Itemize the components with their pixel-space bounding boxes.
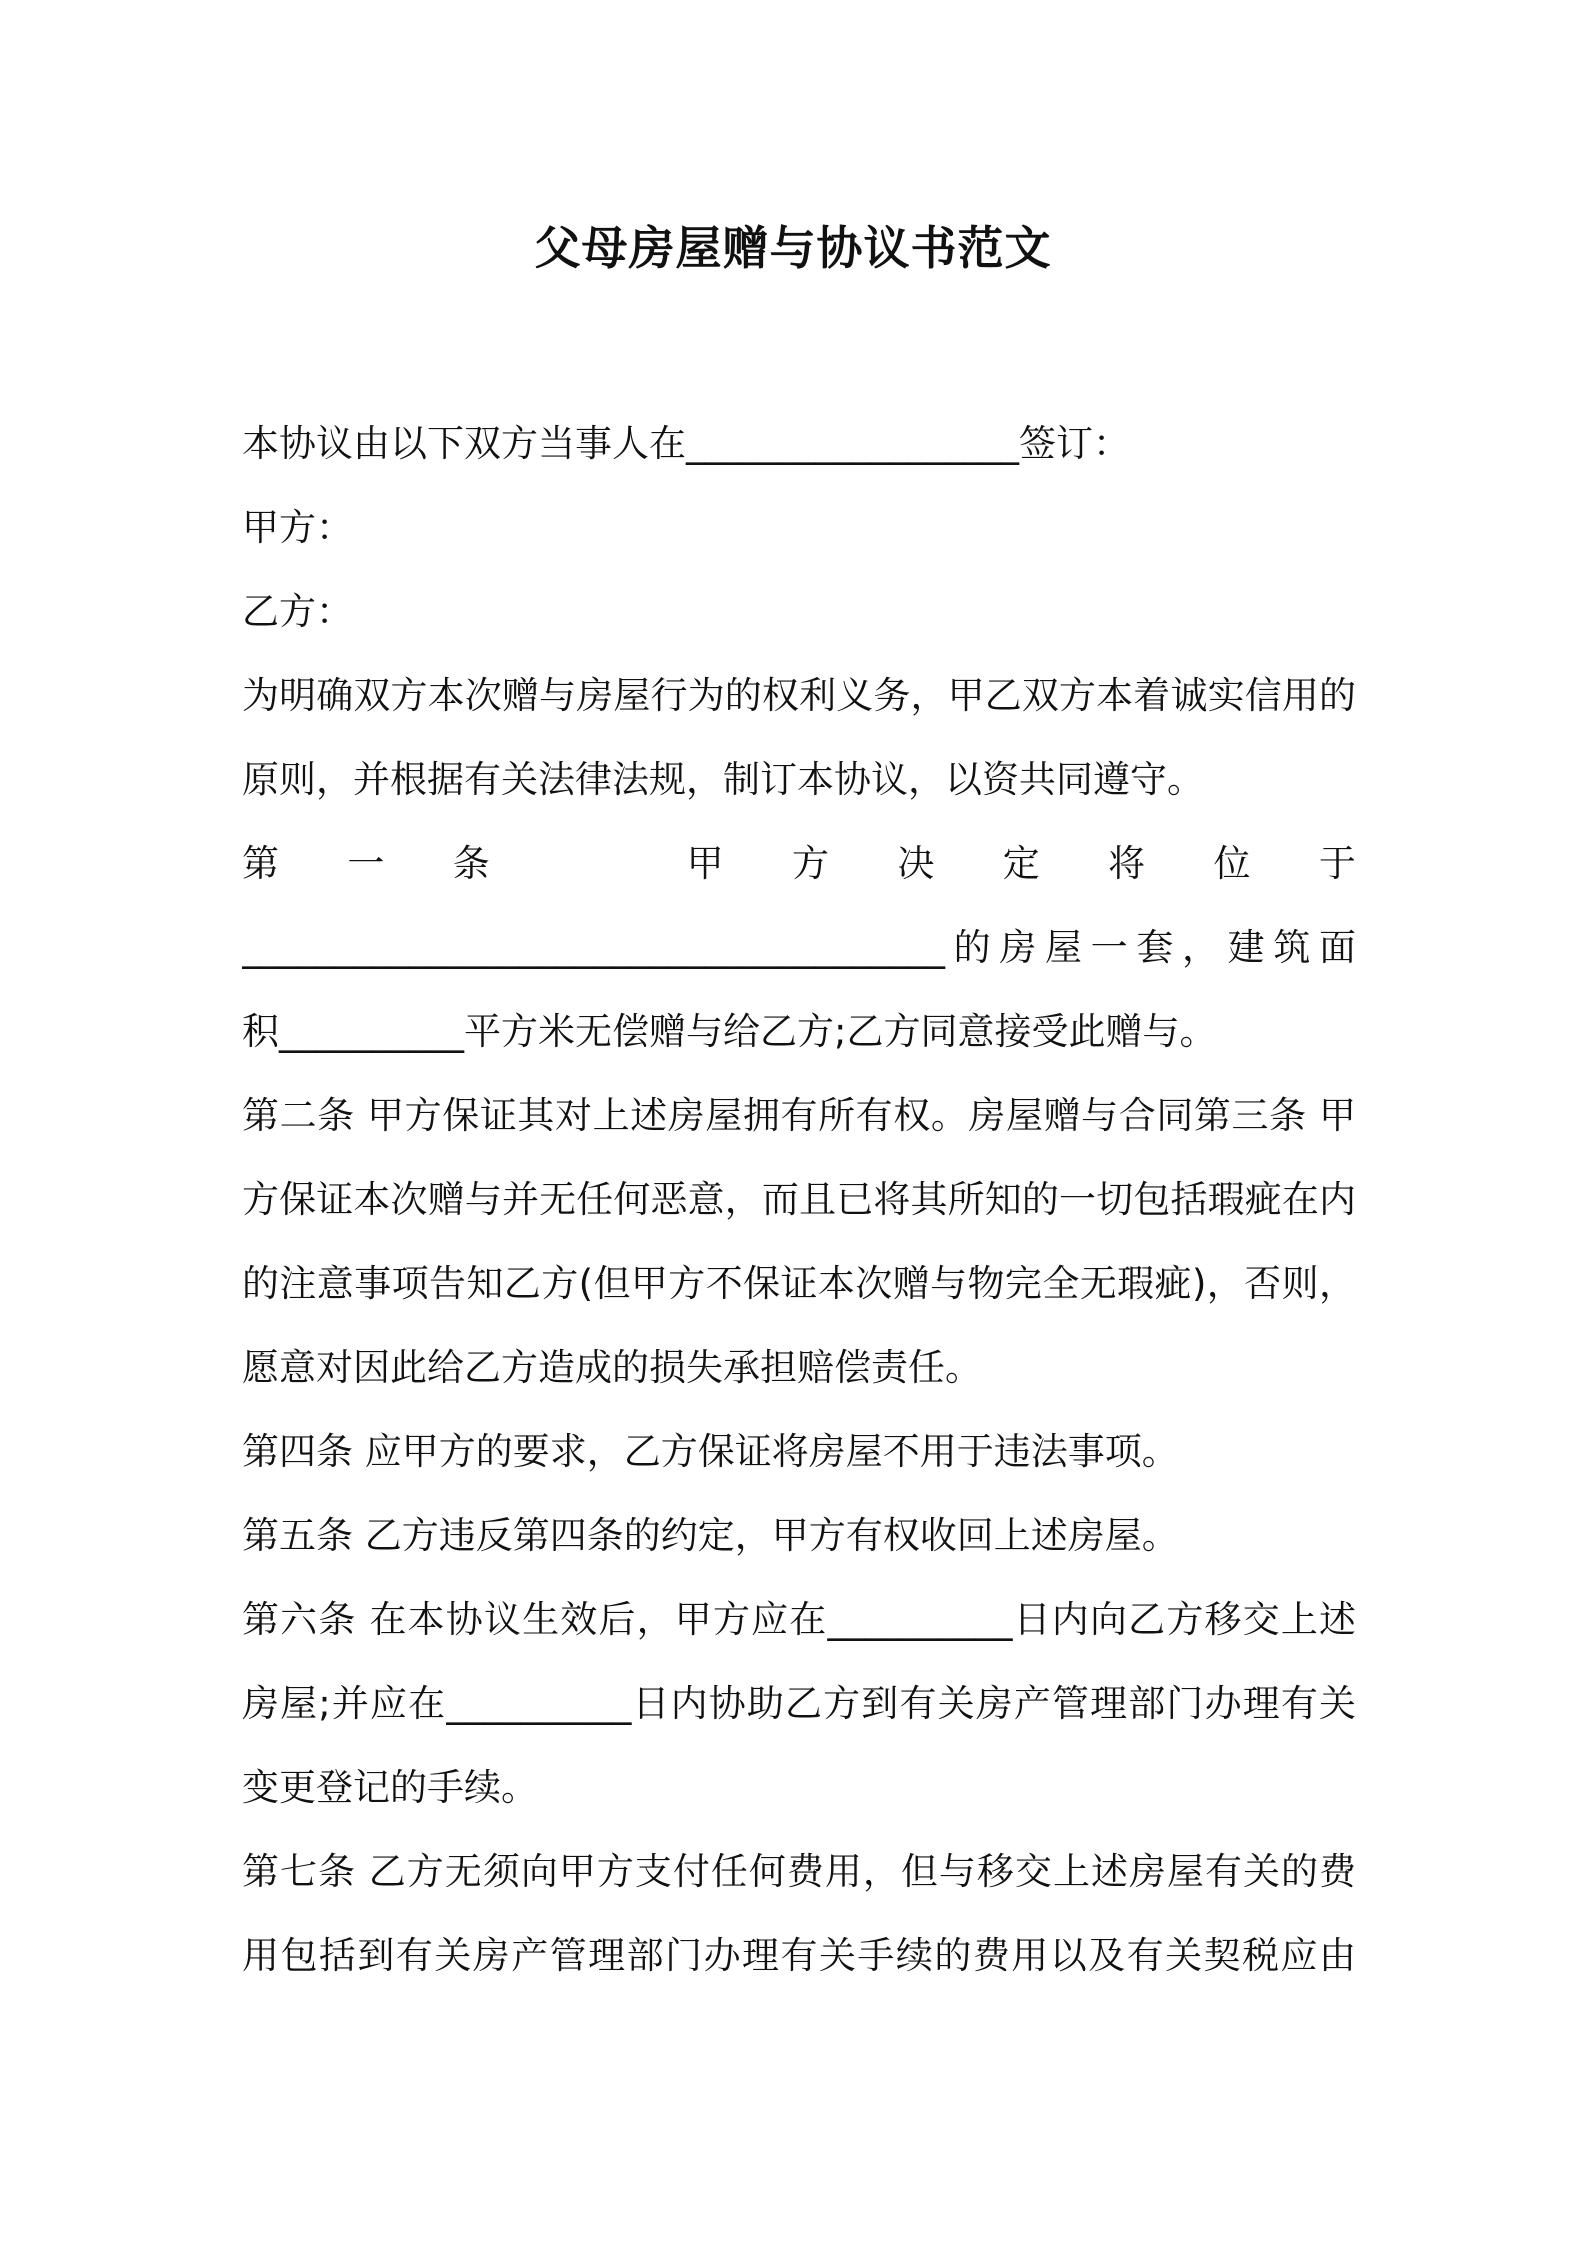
- article-one-char: 将: [1108, 842, 1146, 885]
- text-line: 愿意对因此给乙方造成的损失承担赔偿责任。: [242, 1346, 982, 1389]
- article-one-heading-line: [242, 822, 1356, 906]
- text-line-article-six: 第六条 在本协议生效后，甲方应在__________日内向乙方移交上述: [242, 1598, 1356, 1641]
- text-line-article-two: 第二条 甲方保证其对上述房屋拥有所有权。房屋赠与合同第三条 甲: [242, 1094, 1356, 1137]
- article-one-char: 一: [347, 842, 385, 885]
- text-line-party-a: 甲方：: [242, 506, 353, 549]
- text-line: ______________________________________的房屋一套，建筑面: [242, 926, 1356, 969]
- text-line: 变更登记的手续。: [242, 1766, 538, 1809]
- text-line: 房屋;并应在__________日内协助乙方到有关房产管理部门办理有关: [242, 1682, 1356, 1725]
- article-one-char: 决: [897, 842, 935, 885]
- article-one-char: 甲: [686, 842, 724, 885]
- article-one-char: 定: [1002, 842, 1040, 885]
- article-one-char: 条: [452, 842, 490, 885]
- text-line-party-b: 乙方：: [242, 590, 353, 633]
- text-line: 的注意事项告知乙方(但甲方不保证本次赠与物完全无瑕疵)，否则，: [242, 1262, 1356, 1305]
- document-title: 父母房屋赠与协议书范文: [534, 221, 1052, 275]
- text-line-article-seven: 第七条 乙方无须向甲方支付任何费用，但与移交上述房屋有关的费: [242, 1850, 1356, 1893]
- spacer: [558, 822, 618, 906]
- article-one-char: 第: [242, 842, 279, 885]
- text-line-article-four: 第四条 应甲方的要求，乙方保证将房屋不用于违法事项。: [242, 1430, 1179, 1473]
- text-line: 为明确双方本次赠与房屋行为的权利义务，甲乙双方本着诚实信用的: [242, 674, 1356, 717]
- text-line: 用包括到有关房产管理部门办理有关手续的费用以及有关契税应由: [242, 1934, 1356, 1977]
- article-one-char: 方: [791, 842, 829, 885]
- text-line: 方保证本次赠与并无任何恶意，而且已将其所知的一切包括瑕疵在内: [242, 1178, 1356, 1221]
- text-line: 原则，并根据有关法律法规，制订本协议，以资共同遵守。: [242, 758, 1204, 801]
- text-line: 积__________平方米无偿赠与给乙方;乙方同意接受此赠与。: [242, 1010, 1217, 1053]
- article-one-char: 位: [1213, 842, 1251, 885]
- text-line-intro: 本协议由以下双方当事人在__________________签订：: [242, 422, 1130, 465]
- text-line-article-five: 第五条 乙方违反第四条的约定，甲方有权收回上述房屋。: [242, 1514, 1179, 1557]
- article-one-char: 于: [1318, 842, 1356, 885]
- document-body: [242, 402, 1356, 1998]
